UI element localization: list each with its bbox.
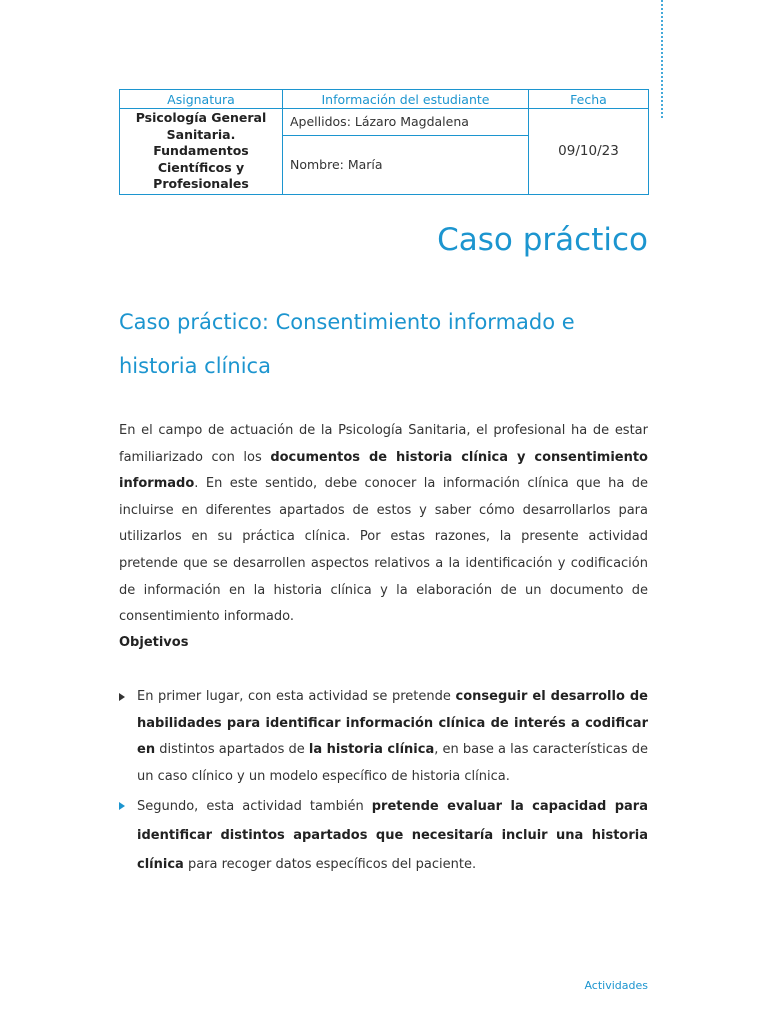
footer-label: Actividades xyxy=(584,979,648,992)
list-item xyxy=(119,684,648,790)
list-item xyxy=(119,792,648,879)
objective-text: distintos apartados de xyxy=(155,742,309,758)
name-cell: Nombre: María xyxy=(283,135,529,194)
page-edge-dotted-line xyxy=(661,0,663,118)
bullet-arrow-icon xyxy=(119,802,125,810)
objectives-heading: Objetivos xyxy=(119,635,189,650)
date-cell: 09/10/23 xyxy=(529,109,649,195)
intro-text-bold: documentos de historia clínica y consentimiento informado xyxy=(119,449,648,492)
intro-text-end: . En este sentido, debe conocer la información clínica que ha de incluirse en diferentes apartados de estos y saber cómo desarrollarlos para utilizarlos en su práctica clínica. Por estas razones, la presente actividad pretende que se desarrollen aspectos relativos a la identificación y codificación de información en la historia clínica y la elaboración de un documento de consentimiento informado. xyxy=(119,476,648,625)
bullet-arrow-icon xyxy=(119,693,125,701)
student-column-header: Información del estudiante xyxy=(283,90,529,109)
intro-text-start: En el campo de actuación de la Psicología Sanitaria, el profesional ha de estar familiarizado con los xyxy=(119,423,648,465)
objective-text-bold: pretende evaluar la capacidad para identificar distintos apartados que necesitaría incluir una historia clínica xyxy=(137,799,648,873)
objective-text: Segundo, esta actividad también xyxy=(137,799,372,815)
intro-paragraph xyxy=(119,418,648,631)
objective-text: para recoger datos específicos del paciente. xyxy=(183,857,477,873)
subject-column-header: Asignatura xyxy=(120,90,283,109)
objective-text-bold: conseguir el desarrollo de habilidades para identificar información clínica de interés a codificar en xyxy=(137,689,648,758)
section-title: Caso práctico: Consentimiento informado e historia clínica xyxy=(119,310,575,378)
subject-cell: Psicología General Sanitaria. Fundamentos Científicos y Profesionales xyxy=(120,109,283,195)
header-info-table xyxy=(119,89,649,195)
page-title: Caso práctico xyxy=(437,222,648,258)
objective-text-bold: la historia clínica xyxy=(308,742,435,758)
objectives-list xyxy=(119,684,648,879)
objective-text: , en base a las características de un caso clínico y un modelo específico de historia clínica. xyxy=(137,742,648,784)
date-column-header: Fecha xyxy=(529,90,649,109)
surnames-cell: Apellidos: Lázaro Magdalena xyxy=(283,109,529,136)
objective-text: En primer lugar, con esta actividad se pretende xyxy=(137,689,456,704)
